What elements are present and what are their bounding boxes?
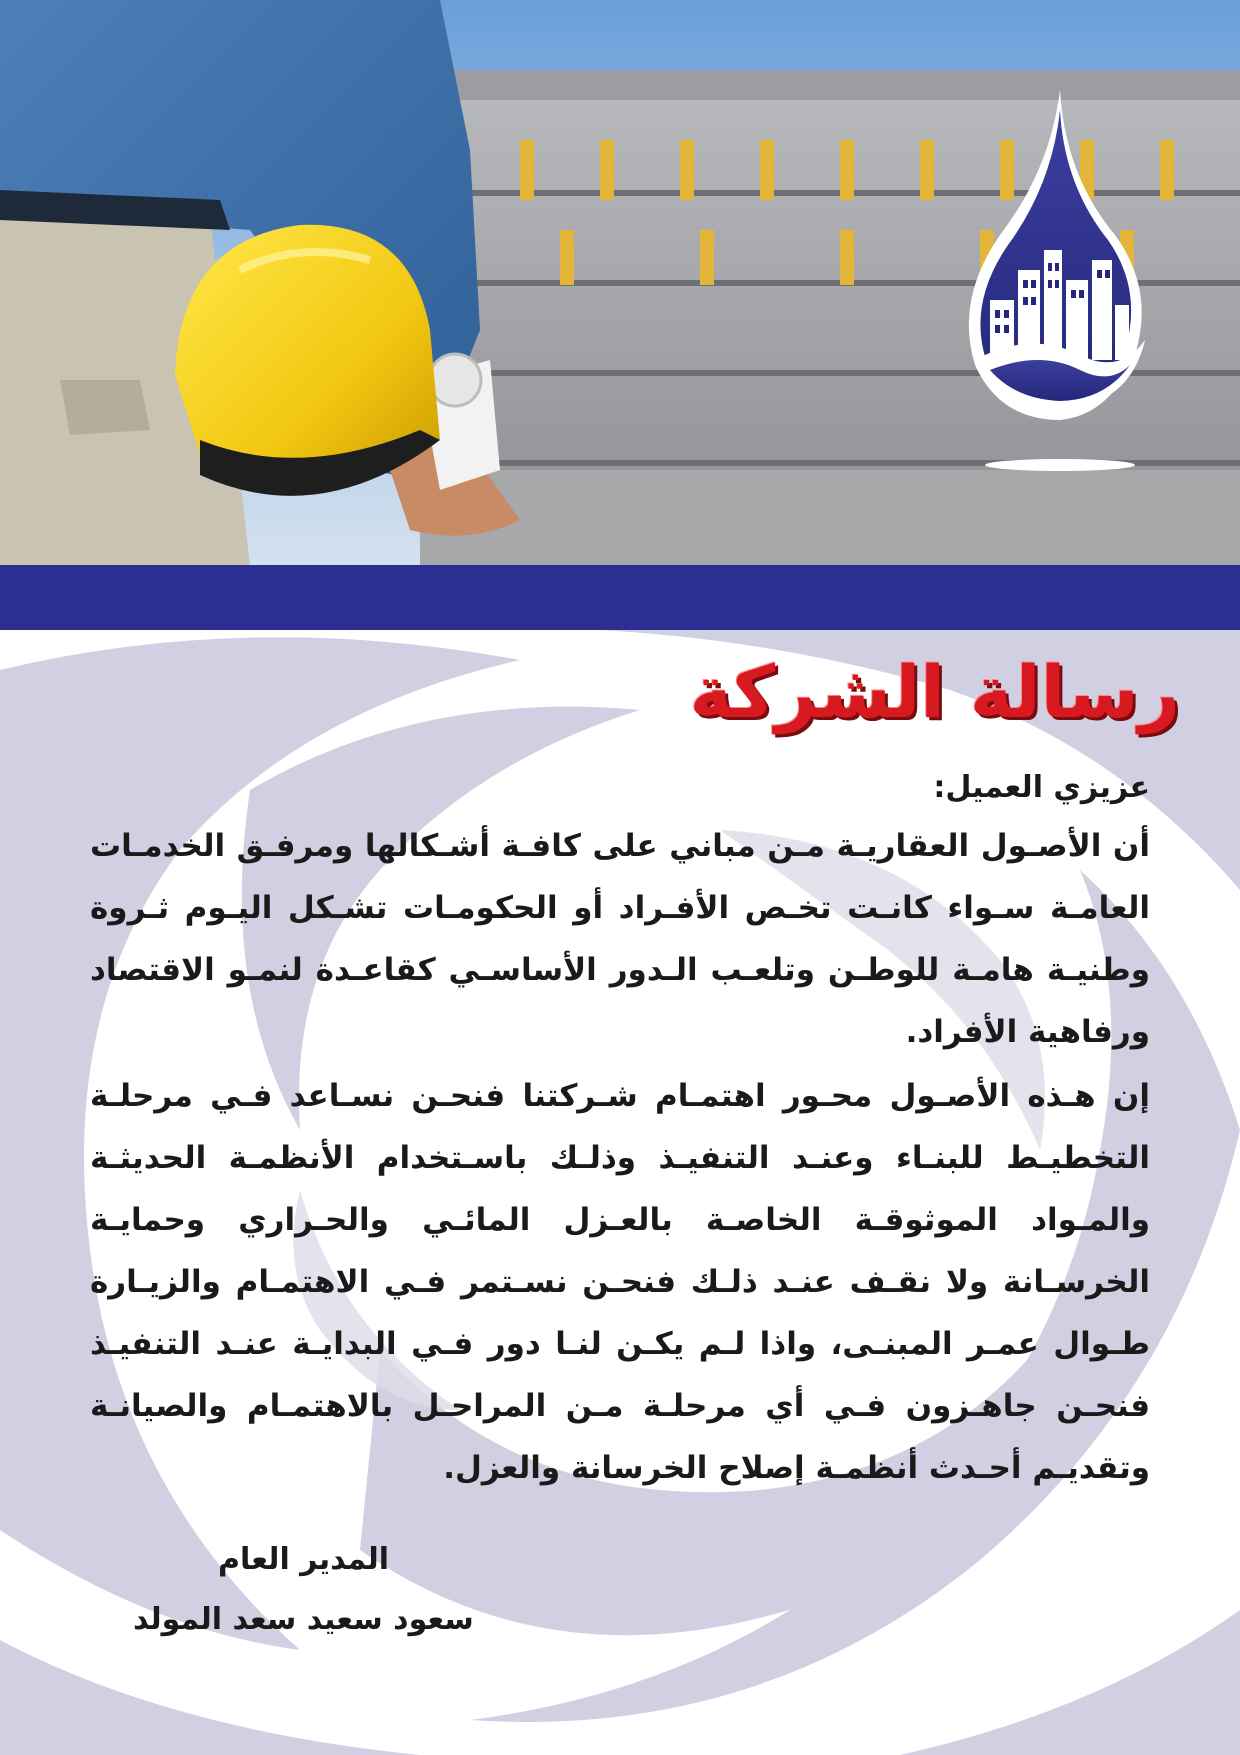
signature-name: سعود سعيد سعد المولد: [133, 1602, 474, 1637]
paragraph-2: إن هـذه الأصـول محـور اهتمـام شـركتنا فنحـن نسـاعد فـي مرحلـة التخطيـط للبنـاء وعنـد التنفيـذ وذلـك باسـتخدام الأنظمـة الحديثـة والمـواد الموثوقـة الخاصـة بالعـزل المائـي والحـراري وحمايـة الخرسـانة ولا نقـف عنـد ذلـك فنحـن نسـتمر فـي الاهتمـام والزيـارة طـوال عمـر المبنـى، واذا لـم يكـن لنـا دور فـي البدايـة عنـد التنفيـذ فنحـن جاهـزون فـي أي مرحلـة مـن المراحـل بالاهتمـام والصيانـة وتقديـم أحـدث أنظمـة إصلاح الخرسانة والعزل.: [90, 1078, 1150, 1486]
greeting-text: عزيزي العميل:: [933, 770, 1150, 805]
paragraph-1: أن الأصـول العقاريـة مـن مباني على كافـة أشـكالها ومرفـق الخدمـات العامـة سـواء كانـت تخـص الأفـراد أو الحكومـات تشـكل اليـوم ثـروة وطنيـة هامـة للوطـن وتلعـب الـدور الأساسـي كقاعـدة لنمـو الاقتصاد ورفاهية الأفراد.: [90, 828, 1150, 1050]
company-logo-icon: [960, 85, 1155, 475]
header-band: [0, 565, 1240, 630]
letter-title: رسالة الشركة: [689, 650, 1180, 734]
letter-body: [0, 630, 1240, 1755]
header-photo: [0, 0, 1240, 565]
signature-position: المدير العام: [218, 1542, 390, 1577]
